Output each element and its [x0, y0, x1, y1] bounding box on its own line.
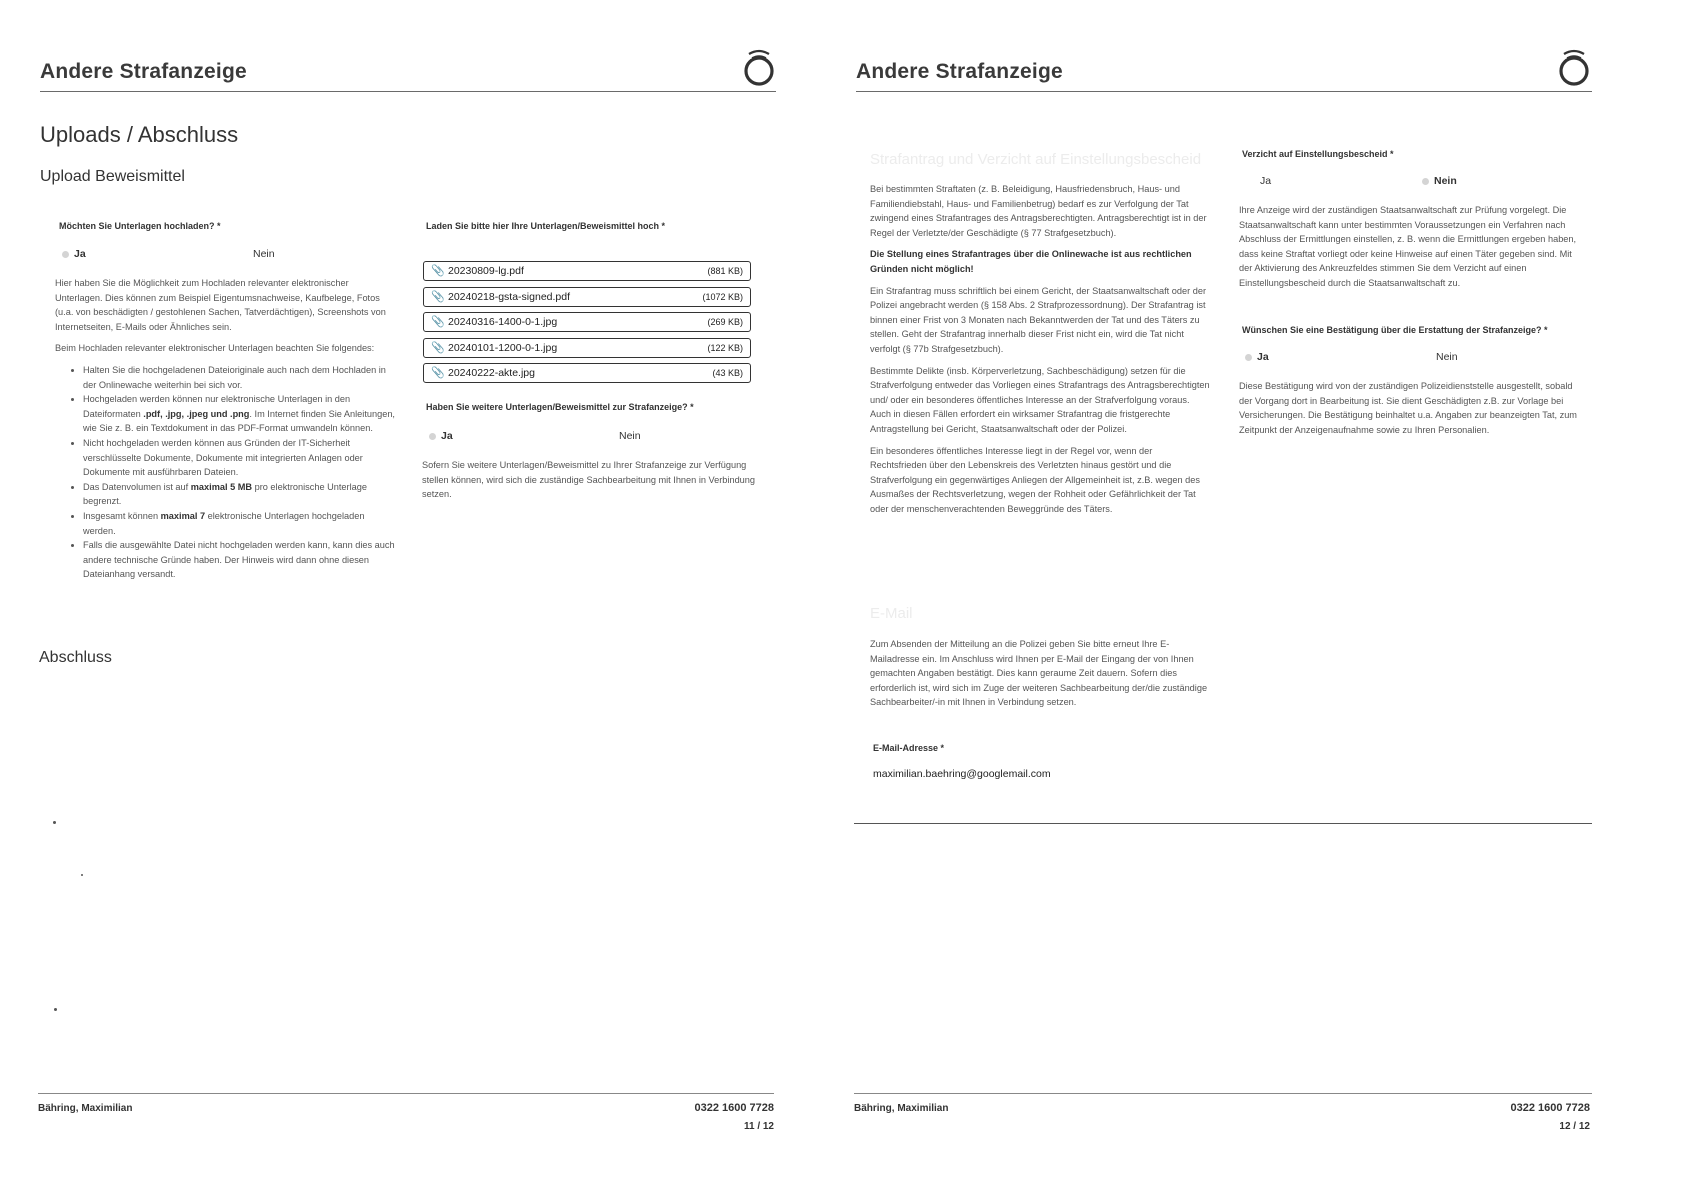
bestaetigung-label: Wünschen Sie eine Bestätigung über die Erstattung der Strafanzeige? * — [1242, 325, 1548, 335]
uploaded-file-3[interactable] — [423, 312, 751, 332]
radio-button-icon[interactable] — [1245, 354, 1252, 361]
header-rule — [40, 91, 776, 92]
radio-more-yes[interactable] — [429, 430, 453, 442]
paragraph: Ein Strafantrag muss schriftlich bei einem Gericht, der Staatsanwaltschaft oder der Polizei angebracht werden (§ 158 Abs. 2 Strafprozessordnung). Der Strafantrag ist binnen einer Frist von 3 Monaten nach Bekanntwerden der Tat und des Täters zu stellen. Geht der Strafantrag innerhalb dieser Frist nicht ein, wird die Tat nicht verfolgt (§ 77b Strafgesetzbuch). — [870, 285, 1207, 354]
list-item: • Falls die ausgewählte Datei nicht hochgeladen werden kann, kann dies auch andere technische Gründe haben. Der Hinweis wird dann ohne diesen Dateianhang versandt. — [83, 538, 395, 582]
radio-verzicht-yes[interactable] — [1260, 175, 1271, 187]
scan-speck — [81, 874, 83, 876]
radio-yes-label: Ja — [1260, 175, 1272, 187]
abschluss-title: Abschluss — [39, 649, 112, 666]
file-size: (1072 KB) — [702, 292, 743, 302]
paragraph: Ein besonderes öffentliches Interesse liegt in der Regel vor, wenn der Rechtsfrieden über den Lebenskreis des Verletzten hinaus gestört und die Strafverfolgung ein gegenwärtiges Anliegen der Allgemeinheit ist, z.B. wegen des Ausmaßes der Rechtsverletzung, wegen der Rohheit oder Gefährlichkeit der Tat oder der menschenverachtenden Beweggründe des Täters. — [870, 445, 1200, 514]
radio-button-icon[interactable] — [62, 251, 69, 258]
footer-name: Bähring, Maximilian — [854, 1103, 949, 1114]
list-item: • Halten Sie die hochgeladenen Dateioriginale auch nach dem Hochladen in der Onlinewache weiterhin bei sich vor. — [83, 363, 395, 392]
file-name: 20230809-lg.pdf — [448, 265, 524, 277]
radio-more-no[interactable] — [619, 430, 641, 442]
radio-yes-label: Ja — [74, 248, 86, 260]
file-name: 20240101-1200-0-1.jpg — [448, 342, 558, 354]
bestaetigung-info-text: Diese Bestätigung wird von der zuständigen Polizeidienststelle ausgestellt, sobald der Vorgang dort in Bearbeitung ist. Sie dient Geschädigten z.B. zur Vorlage bei Versicherungen. Die Bestätigung beinhaltet u.a. Angaben zur beanzeigten Tat, zum Zeitpunkt der Anzeigenaufnahme sowie zu Ihren Personalien. — [1239, 381, 1577, 435]
list-item: • Nicht hochgeladen werden können aus Gründen der IT-Sicherheit verschlüsselte Dokumente, Dokumente mit integrierten Anlagen oder Dokumente mit ausführbaren Dateien. — [83, 436, 395, 480]
upload-field-label: Laden Sie bitte hier Ihre Unterlagen/Beweismittel hoch * — [426, 221, 666, 231]
strafantrag-text — [870, 182, 1210, 523]
radio-no-label: Nein — [1434, 175, 1457, 187]
email-info-text: Zum Absenden der Mitteilung an die Polizei geben Sie bitte erneut Ihre E-Mailadresse ein. Im Anschluss wird Ihnen per E-Mail der Eingang der von Ihnen gemachten Angaben bestätigt. Dies kann geraume Zeit dauern. Sofern dies erforderlich ist, wird sich im Zuge der weiteren Sachbearbeitung der/die zuständige Sachbearbeiter/-in mit Ihnen in Verbindung setzen. — [870, 639, 1208, 708]
paragraph: Bei bestimmten Straftaten (z. B. Beleidigung, Hausfriedensbruch, Haus- und Familiendiebstahl, Haus- und Familienbetrug) bedarf es zur Verfolgung der Tat zwingend eines Strafantrages des Antragsberechtigten. Antragsberechtigt ist in der Regel der Verletzte/der Geschädigte (§ 77 Strafgesetzbuch). — [870, 184, 1207, 238]
info-paragraph: Hier haben Sie die Möglichkeit zum Hochladen relevanter elektronischer Unterlagen. Dies können zum Beispiel Eigentumsnachweise, Kaufbelege, Fotos (u.a. von beschädigten / gestohlenen Sachen, Tatverdächtigen), Screenshots von Internetseiten, E-Mails oder Ähnliches sein. — [55, 278, 386, 332]
radio-button-icon[interactable] — [429, 433, 436, 440]
faded-heading-email: E-Mail — [870, 605, 913, 622]
section-title: Uploads / Abschluss — [40, 122, 239, 147]
uploaded-file-4[interactable] — [423, 338, 751, 358]
verzicht-info-text: Ihre Anzeige wird der zuständigen Staatsanwaltschaft zur Prüfung vorgelegt. Die Staatsanwaltschaft kann unter bestimmten Voraussetzungen ein Verfahren nach Abschluss der Ermittlungen einstellen, z. B. wenn die Ermittlungen ergeben haben, dass keine Straftat vorliegt oder keine Hinweise auf einen Täter gegeben sind. Mit der Aktivierung des Ankreuzfeldes stimmen Sie dem Verzicht auf einen Einstellungsbescheid durch die Staatsanwaltschaft zu. — [1239, 205, 1577, 288]
email-field-underline — [854, 823, 1592, 824]
radio-verzicht-no[interactable] — [1422, 175, 1457, 187]
paragraph: Bestimmte Delikte (insb. Körperverletzung, Sachbeschädigung) setzen für die Strafverfolgung entweder das Vorliegen eines Strafantrags des Antragsberechtigten und/ oder ein besonderes öffentliches Interesse an der Strafverfolgung voraus. Auch in diesen Fällen erfordert ein wirksamer Strafantrag die fristgerechte Antragstellung bei Gericht, Staatsanwaltschaft oder der Polizei. — [870, 365, 1210, 434]
list-item: • Insgesamt können maximal 7 elektronische Unterlagen hochgeladen werden. — [83, 509, 395, 538]
radio-yes-label: Ja — [441, 430, 453, 442]
police-logo-icon — [741, 46, 777, 86]
scan-speck — [53, 821, 56, 824]
document-title: Andere Strafanzeige — [856, 60, 1063, 83]
radio-no-label: Nein — [1436, 351, 1458, 363]
paperclip-icon: 📎 — [431, 342, 445, 354]
radio-upload-yes[interactable] — [62, 248, 86, 260]
uploaded-file-5[interactable] — [423, 363, 751, 383]
radio-bestaetigung-yes[interactable] — [1245, 351, 1269, 363]
footer-page-number: 12 / 12 — [1559, 1121, 1590, 1132]
paragraph-bold: Die Stellung eines Strafantrages über die Onlinewache ist aus rechtlichen Gründen nicht möglich! — [870, 249, 1192, 274]
uploaded-file-1[interactable] — [423, 261, 751, 281]
list-item: • Hochgeladen werden können nur elektronische Unterlagen in den Dateiformaten .pdf, .jpg, .jpeg und .png. Im Internet finden Sie Anleitungen, wie Sie z. B. ein Textdokument in das PDF-Format umwandeln können. — [83, 392, 395, 436]
radio-yes-label: Ja — [1257, 351, 1269, 363]
radio-no-label: Nein — [619, 430, 641, 442]
footer-rule — [854, 1093, 1592, 1094]
file-name: 20240316-1400-0-1.jpg — [448, 316, 558, 328]
paperclip-icon: 📎 — [431, 265, 445, 277]
email-label: E-Mail-Adresse * — [873, 743, 945, 753]
footer-rule — [38, 1093, 774, 1094]
footer-page-number: 11 / 12 — [743, 1121, 774, 1132]
email-field[interactable]: maximilian.baehring@googlemail.com — [873, 768, 1051, 780]
police-logo-icon — [1556, 46, 1592, 86]
verzicht-label: Verzicht auf Einstellungsbescheid * — [1242, 149, 1394, 159]
faded-heading-strafantrag: Strafantrag und Verzicht auf Einstellungsbescheid — [870, 151, 1202, 168]
file-size: (122 KB) — [707, 343, 743, 353]
header-rule — [856, 91, 1592, 92]
document-page-12 — [848, 0, 1696, 1199]
radio-no-label: Nein — [253, 248, 275, 260]
file-size: (881 KB) — [707, 266, 743, 276]
hint-intro: Beim Hochladen relevanter elektronischer Unterlagen beachten Sie folgendes: — [55, 343, 375, 354]
uploaded-file-2[interactable] — [423, 287, 751, 307]
upload-info-text — [55, 276, 395, 582]
file-name: 20240218-gsta-signed.pdf — [448, 291, 571, 303]
more-info-text: Sofern Sie weitere Unterlagen/Beweismittel zu Ihrer Strafanzeige zur Verfügung stellen können, wird sich die zuständige Sachbearbeitung mit Ihnen in Verbindung setzen. — [422, 460, 756, 500]
radio-upload-no[interactable] — [253, 248, 275, 260]
document-title: Andere Strafanzeige — [40, 60, 247, 83]
subsection-title: Upload Beweismittel — [40, 168, 185, 185]
footer-name: Bähring, Maximilian — [38, 1103, 133, 1114]
footer-phone: 0322 1600 7728 — [1510, 1102, 1590, 1114]
paperclip-icon: 📎 — [431, 316, 445, 328]
footer-phone: 0322 1600 7728 — [694, 1102, 774, 1114]
paperclip-icon: 📎 — [431, 291, 445, 303]
list-item: • Das Datenvolumen ist auf maximal 5 MB pro elektronische Unterlage begrenzt. — [83, 480, 395, 509]
radio-button-icon[interactable] — [1422, 178, 1429, 185]
question-more-label: Haben Sie weitere Unterlagen/Beweismittel zur Strafanzeige? * — [426, 402, 694, 412]
question-upload-label: Möchten Sie Unterlagen hochladen? * — [59, 221, 221, 231]
upload-rules-list — [55, 363, 395, 582]
file-size: (269 KB) — [707, 317, 743, 327]
scan-speck — [54, 1008, 57, 1011]
file-size: (43 KB) — [712, 368, 743, 378]
radio-bestaetigung-no[interactable] — [1436, 351, 1458, 363]
file-name: 20240222-akte.jpg — [448, 367, 535, 379]
paperclip-icon: 📎 — [431, 367, 445, 379]
